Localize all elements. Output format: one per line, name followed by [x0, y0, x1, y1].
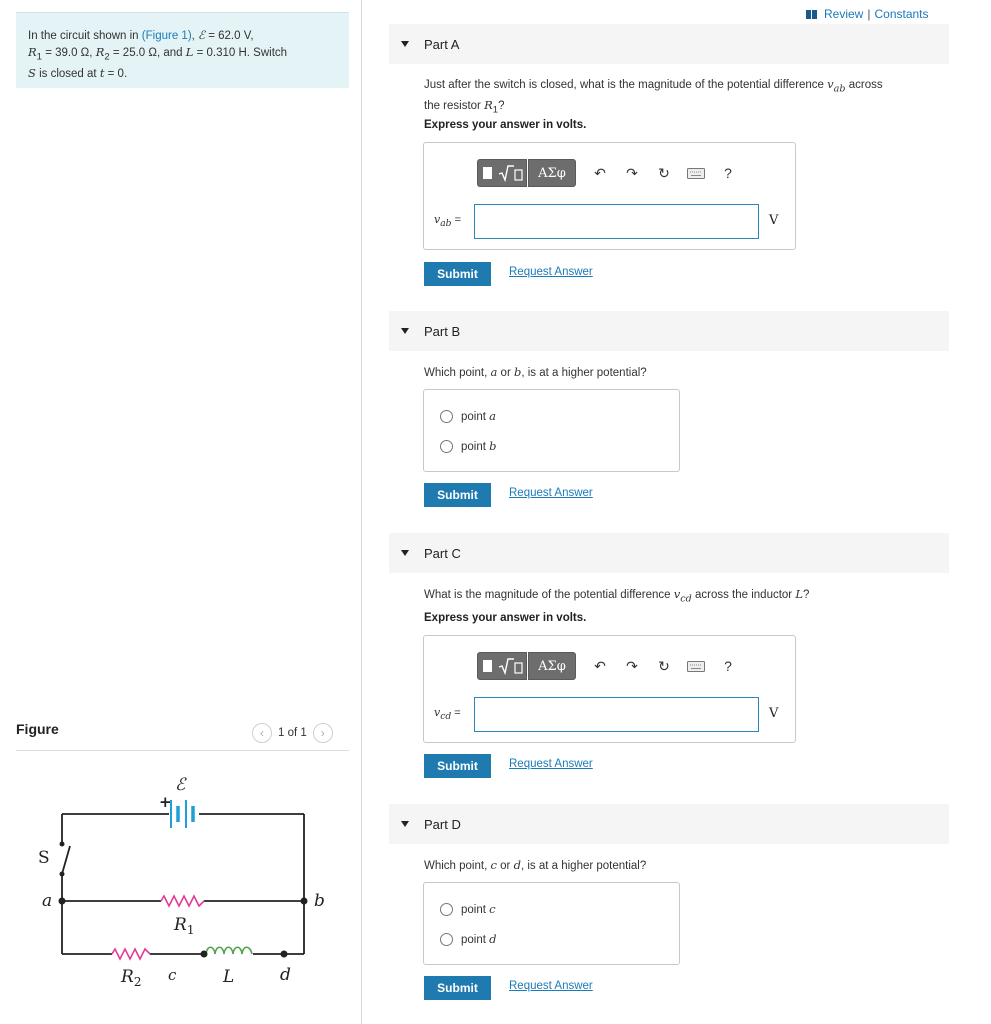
- node-c-label: c: [168, 966, 177, 984]
- figure-page-count: 1 of 1: [278, 727, 307, 739]
- battery-icon: [171, 800, 193, 828]
- resistor-r1-icon: [161, 896, 204, 906]
- emf-label: ℰ: [175, 775, 186, 795]
- answer-label: $v_{cd}$ =: [434, 706, 461, 723]
- review-link[interactable]: Review: [824, 7, 864, 21]
- sqrt-icon: [498, 657, 524, 675]
- book-icon: [806, 10, 817, 19]
- choice-point-a[interactable]: point a: [440, 409, 496, 423]
- vcd-answer-input[interactable]: [474, 697, 759, 732]
- help-icon[interactable]: ?: [724, 658, 732, 674]
- prev-figure-button[interactable]: ‹: [252, 723, 272, 743]
- greek-symbols-button[interactable]: ΑΣφ: [528, 159, 576, 187]
- node-a-label: a: [42, 891, 53, 911]
- radio-button[interactable]: [440, 440, 453, 453]
- resistor-r2-icon: [112, 949, 150, 959]
- problem-statement: In the circuit shown in (Figure 1), ℰ = 62.0 V, $R_1 = 39.0$ Ω, $R_2 = 25.0$ Ω, and L = 0.310 H. Switch S is closed at t = 0.: [16, 12, 349, 88]
- keyboard-icon[interactable]: [680, 159, 712, 187]
- undo-icon[interactable]: ↶: [594, 657, 606, 674]
- node-d-label: d: [280, 965, 291, 985]
- part-d-question: Which point, c or d, is at a higher potential?: [424, 858, 647, 872]
- part-a-submit-button[interactable]: Submit: [424, 262, 491, 286]
- battery-plus-label: +: [159, 793, 172, 811]
- inductor-label: L: [223, 967, 235, 987]
- part-d-choices: [423, 882, 680, 965]
- templates-button[interactable]: [477, 652, 527, 680]
- part-c-header[interactable]: Part C: [389, 533, 949, 573]
- review-constants-links: Review | Constants: [806, 7, 929, 21]
- figure-title: Figure: [16, 721, 59, 737]
- node-a: [59, 898, 66, 905]
- collapse-caret-icon: [401, 550, 409, 556]
- part-b-question: Which point, a or b, is at a higher potential?: [424, 365, 647, 379]
- part-b-choices: [423, 389, 680, 472]
- part-a-request-answer-link[interactable]: Request Answer: [509, 266, 593, 278]
- template-icon: [481, 165, 495, 181]
- figure-link[interactable]: (Figure 1): [141, 30, 192, 42]
- unit-label: V: [769, 706, 779, 721]
- reset-icon[interactable]: ↻: [658, 164, 670, 181]
- choice-point-b[interactable]: point b: [440, 439, 497, 453]
- radio-button[interactable]: [440, 410, 453, 423]
- greek-symbols-button[interactable]: ΑΣφ: [528, 652, 576, 680]
- part-a-header[interactable]: Part A: [389, 24, 949, 64]
- math-toolbar: [477, 159, 744, 187]
- unit-label: V: [769, 213, 779, 228]
- node-b-label: b: [314, 891, 325, 911]
- figure-pager: [252, 722, 333, 744]
- part-c-question: What is the magnitude of the potential difference $v_{cd}$ across the inductor L?: [424, 587, 810, 605]
- answer-label: $v_{ab}$ =: [434, 213, 462, 230]
- constants-link[interactable]: Constants: [874, 7, 929, 21]
- radio-button[interactable]: [440, 933, 453, 946]
- part-c-answer-box: [423, 635, 796, 743]
- next-figure-button[interactable]: ›: [313, 723, 333, 743]
- choice-point-c[interactable]: point c: [440, 902, 496, 916]
- template-icon: [481, 658, 495, 674]
- r1-label: $R_1$: [174, 915, 195, 937]
- part-c-submit-button[interactable]: Submit: [424, 754, 491, 778]
- pane-divider[interactable]: [361, 0, 362, 1024]
- node-d: [281, 951, 288, 958]
- part-d-submit-button[interactable]: Submit: [424, 976, 491, 1000]
- reset-icon[interactable]: ↻: [658, 657, 670, 674]
- collapse-caret-icon: [401, 821, 409, 827]
- collapse-caret-icon: [401, 41, 409, 47]
- inductor-icon: [206, 947, 252, 954]
- sqrt-icon: [498, 164, 524, 182]
- keyboard-icon[interactable]: [680, 652, 712, 680]
- part-b-submit-button[interactable]: Submit: [424, 483, 491, 507]
- part-a-answer-box: [423, 142, 796, 250]
- part-a-question: Just after the switch is closed, what is the magnitude of the potential difference $v_{ab}$ across the resistor $R_1$?: [424, 77, 883, 116]
- part-c-instruction: Express your answer in volts.: [424, 612, 587, 624]
- part-a-instruction: Express your answer in volts.: [424, 119, 587, 131]
- radio-button[interactable]: [440, 903, 453, 916]
- undo-icon[interactable]: ↶: [594, 164, 606, 181]
- circuit-diagram: [16, 760, 336, 1000]
- redo-icon[interactable]: ↷: [626, 657, 638, 674]
- node-b: [301, 898, 308, 905]
- templates-button[interactable]: [477, 159, 527, 187]
- part-b-request-answer-link[interactable]: Request Answer: [509, 487, 593, 499]
- redo-icon[interactable]: ↷: [626, 164, 638, 181]
- vab-answer-input[interactable]: [474, 204, 759, 239]
- collapse-caret-icon: [401, 328, 409, 334]
- part-d-header[interactable]: Part D: [389, 804, 949, 844]
- math-toolbar: [477, 652, 744, 680]
- help-icon[interactable]: ?: [724, 165, 732, 181]
- part-d-request-answer-link[interactable]: Request Answer: [509, 980, 593, 992]
- switch-label: S: [38, 848, 50, 868]
- node-c: [201, 951, 208, 958]
- part-b-header[interactable]: Part B: [389, 311, 949, 351]
- choice-point-d[interactable]: point d: [440, 932, 497, 946]
- part-c-request-answer-link[interactable]: Request Answer: [509, 758, 593, 770]
- figure-divider: [16, 750, 349, 751]
- r2-label: $R_2$: [121, 967, 142, 989]
- switch-icon: [60, 842, 71, 877]
